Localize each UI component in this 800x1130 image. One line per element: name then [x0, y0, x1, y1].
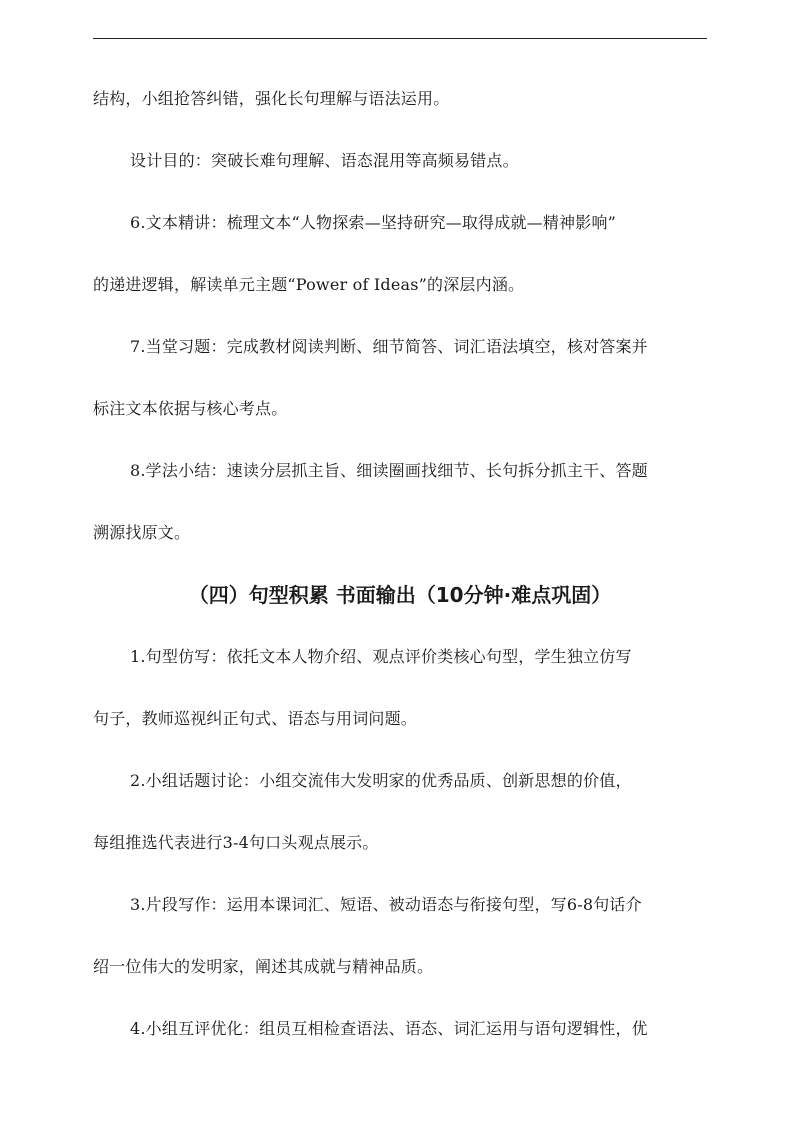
paragraph-line: 1.句型仿写：依托文本人物介绍、观点评价类核心句型，学生独立仿写: [130, 647, 632, 666]
section-heading: （四）句型积累 书面输出（10分钟·难点巩固）: [188, 583, 612, 607]
paragraph-line: 3.片段写作：运用本课词汇、短语、被动语态与衔接句型，写6-8句话介: [130, 895, 642, 914]
header-rule: [93, 38, 707, 39]
paragraph-line: 的递进逻辑，解读单元主题“Power of Ideas”的深层内涵。: [93, 275, 525, 294]
paragraph-line: 句子，教师巡视纠正句式、语态与用词问题。: [93, 709, 418, 728]
document-body: [93, 77, 707, 1069]
paragraph-line: 8.学法小结：速读分层抓主旨、细读圈画找细节、长句拆分抓主干、答题: [130, 461, 648, 480]
paragraph-line: 6.文本精讲：梳理文本“人物探索—坚持研究—取得成就—精神影响”: [130, 213, 617, 232]
paragraph-line: 每组推选代表进行3-4句口头观点展示。: [93, 833, 379, 852]
paragraph-line: 2.小组话题讨论：小组交流伟大发明家的优秀品质、创新思想的价值，: [130, 771, 632, 790]
paragraph-line: 标注文本依据与核心考点。: [93, 399, 288, 418]
paragraph-line: 溯源找原文。: [93, 523, 191, 542]
paragraph-line: 结构，小组抢答纠错，强化长句理解与语法运用。: [93, 89, 450, 108]
paragraph-line: 4.小组互评优化：组员互相检查语法、语态、词汇运用与语句逻辑性，优: [130, 1019, 648, 1038]
paragraph-line: 设计目的：突破长难句理解、语态混用等高频易错点。: [130, 151, 519, 170]
paragraph-line: 7.当堂习题：完成教材阅读判断、细节简答、词汇语法填空，核对答案并: [130, 337, 648, 356]
paragraph-line: 绍一位伟大的发明家，阐述其成就与精神品质。: [93, 957, 434, 976]
